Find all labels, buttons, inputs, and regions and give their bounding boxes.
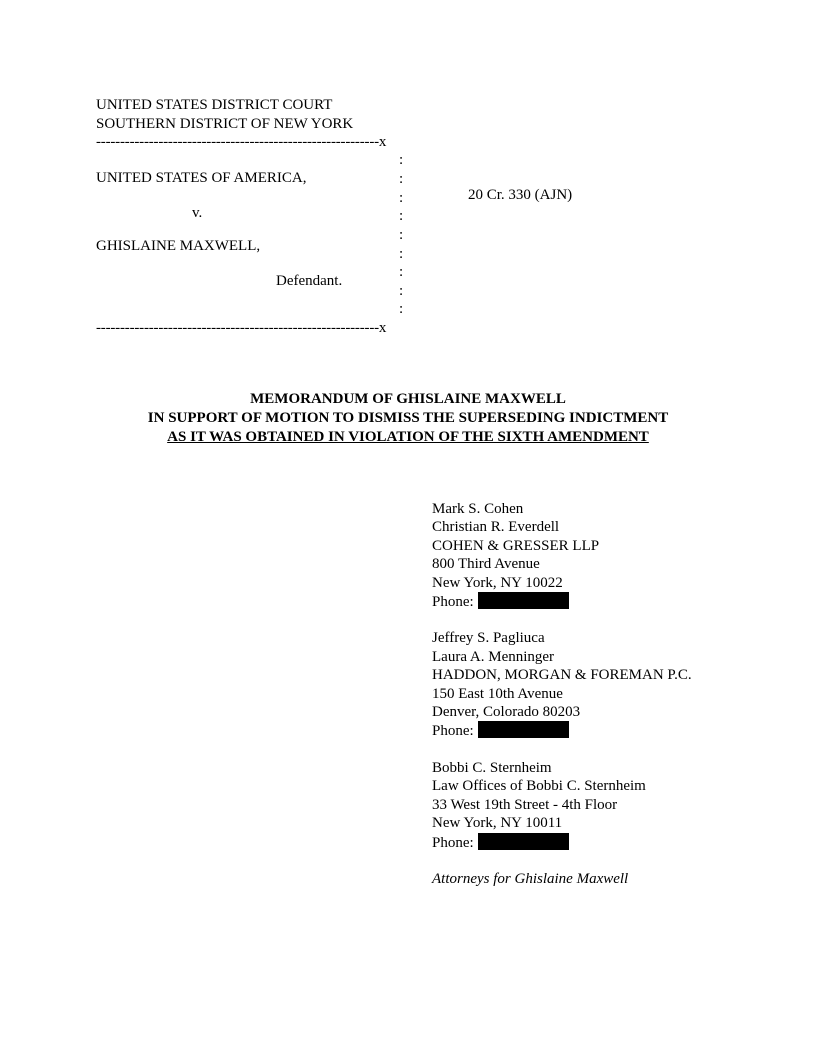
defendant-label: Defendant. xyxy=(276,273,343,289)
attorney-line: COHEN & GRESSER LLP xyxy=(432,537,600,554)
title-line: IN SUPPORT OF MOTION TO DISMISS THE SUPERSEDING INDICTMENT xyxy=(147,410,669,426)
attorney-line: Mark S. Cohen xyxy=(432,501,524,517)
caption-colon: : xyxy=(399,208,404,224)
attorney-line: Bobbi C. Sternheim xyxy=(432,759,552,776)
attorney-group xyxy=(432,759,692,852)
attorney-line: Jeffrey S. Pagliuca xyxy=(432,630,545,647)
attorney-block xyxy=(432,500,692,888)
redaction-box xyxy=(478,592,569,609)
phone-line xyxy=(432,721,692,740)
attorney-line: Christian R. Everdell xyxy=(432,519,560,536)
attorney-line: HADDON, MORGAN & FOREMAN P.C. xyxy=(432,667,692,684)
redaction-box xyxy=(478,833,569,850)
attorney-group xyxy=(432,629,692,740)
phone-label: Phone: xyxy=(432,594,474,611)
phone-line xyxy=(432,833,692,852)
caption-rule-bottom: -----------------------------------------------------------x xyxy=(96,320,387,336)
caption-colon: : xyxy=(399,264,404,280)
caption-colon: : xyxy=(399,301,404,317)
title-line: AS IT WAS OBTAINED IN VIOLATION OF THE SIXTH AMENDMENT xyxy=(167,429,649,445)
phone-line xyxy=(432,592,692,611)
court-name: UNITED STATES DISTRICT COURT xyxy=(96,97,333,113)
phone-label: Phone: xyxy=(432,834,474,851)
caption-colon: : xyxy=(399,152,404,168)
phone-label: Phone: xyxy=(432,723,474,740)
caption-colon: : xyxy=(399,283,404,299)
attorney-line: Laura A. Menninger xyxy=(432,648,555,665)
attorney-line: 150 East 10th Avenue xyxy=(432,685,563,702)
plaintiff-name: UNITED STATES OF AMERICA, xyxy=(96,170,307,186)
attorney-line: 33 West 19th Street - 4th Floor xyxy=(432,796,618,813)
caption-colon: : xyxy=(399,190,404,206)
attorney-line: New York, NY 10011 xyxy=(432,815,563,832)
document-title xyxy=(0,390,816,447)
attorney-line: New York, NY 10022 xyxy=(432,574,563,591)
case-number: 20 Cr. 330 (AJN) xyxy=(468,187,573,203)
court-district: SOUTHERN DISTRICT OF NEW YORK xyxy=(96,116,354,132)
attorney-line: Denver, Colorado 80203 xyxy=(432,704,581,721)
caption-colon: : xyxy=(399,246,404,262)
redaction-box xyxy=(478,721,569,738)
attorneys-for: Attorneys for Ghislaine Maxwell xyxy=(432,870,629,887)
title-line: MEMORANDUM OF GHISLAINE MAXWELL xyxy=(250,391,566,407)
attorney-group xyxy=(432,500,692,611)
caption-colon: : xyxy=(399,227,404,243)
defendant-name: GHISLAINE MAXWELL, xyxy=(96,238,261,254)
caption-rule-top: -----------------------------------------------------------x xyxy=(96,134,387,150)
versus-label: v. xyxy=(192,205,203,221)
caption-colon: : xyxy=(399,171,404,187)
attorney-line: 800 Third Avenue xyxy=(432,556,540,573)
attorney-line: Law Offices of Bobbi C. Sternheim xyxy=(432,778,646,795)
